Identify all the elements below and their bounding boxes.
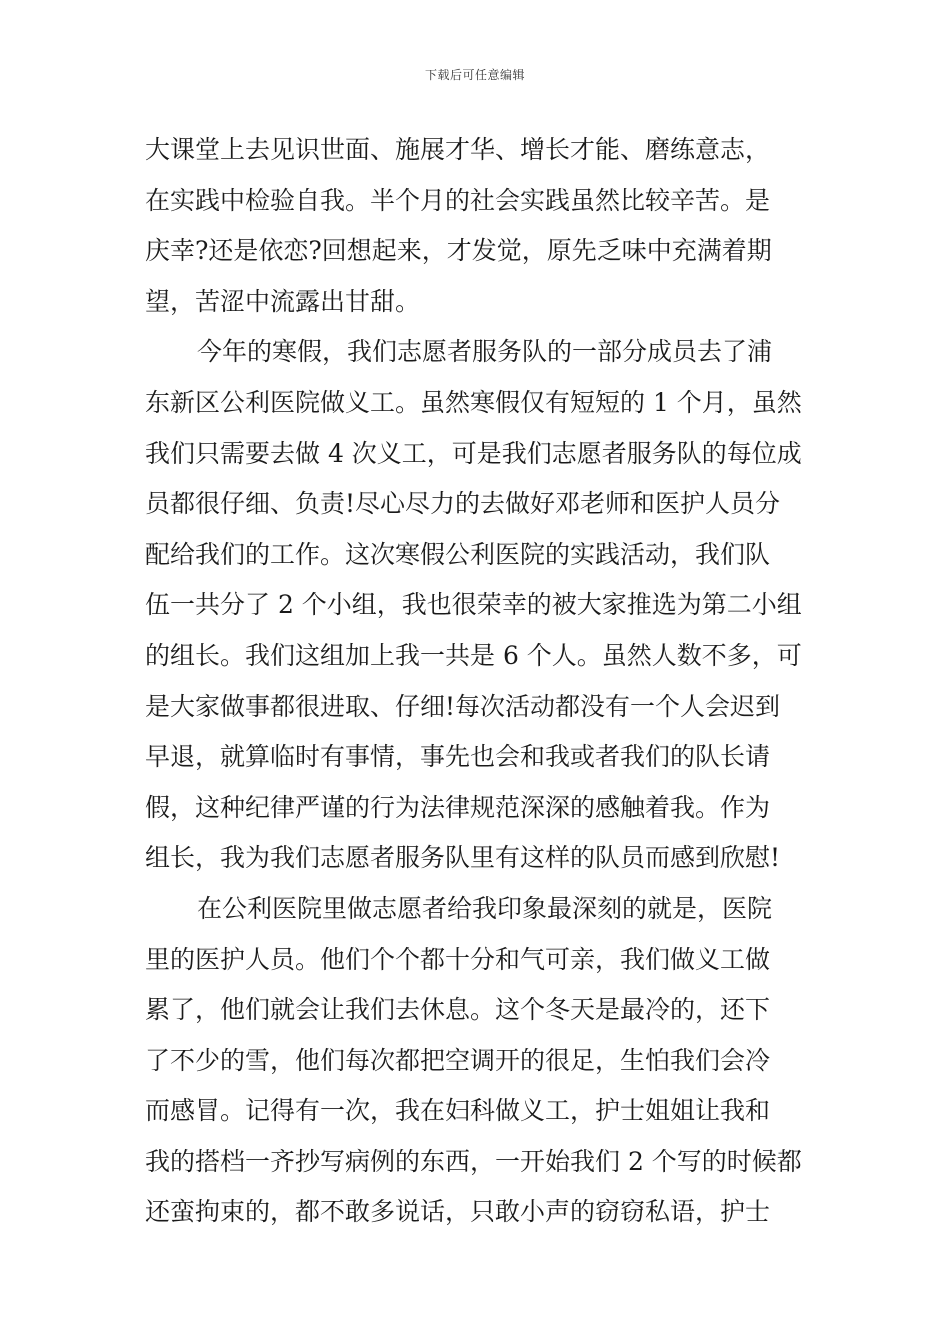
text-line: 庆幸?还是依恋?回想起来，才发觉，原先乏味中充满着期	[145, 236, 772, 266]
text-line: 望，苦涩中流露出甘甜。	[145, 286, 421, 316]
text-line: 组长，我为我们志愿者服务队里有这样的队员而感到欣慰!	[145, 843, 781, 873]
text-line: 配给我们的工作。这次寒假公利医院的实践活动，我们队	[145, 539, 771, 569]
text-line: 了不少的雪，他们每次都把空调开的很足，生怕我们会冷	[145, 1045, 771, 1075]
text-line: 还蛮拘束的，都不敢多说话，只敢小声的窃窃私语，护士	[145, 1197, 771, 1227]
text-line: 累了，他们就会让我们去休息。这个冬天是最冷的，还下	[145, 995, 771, 1025]
text-line: 而感冒。记得有一次，我在妇科做义工，护士姐姐让我和	[145, 1096, 771, 1126]
text-line: 的组长。我们这组加上我一共是 6 个人。虽然人数不多，可	[145, 640, 802, 670]
text-line: 早退，就算临时有事情，事先也会和我或者我们的队长请	[145, 742, 771, 772]
text-line: 大课堂上去见识世面、施展才华、增长才能、磨练意志，	[145, 135, 771, 164]
text-line: 是大家做事都很进取、仔细!每次活动都没有一个人会迟到	[145, 691, 781, 721]
text-line: 在实践中检验自我。半个月的社会实践虽然比较辛苦。是	[145, 185, 771, 215]
body-text	[145, 125, 810, 1238]
text-line: 里的医护人员。他们个个都十分和气可亲，我们做义工做	[145, 944, 771, 974]
paragraph-start-line: 今年的寒假，我们志愿者服务队的一部分成员去了浦	[197, 337, 773, 367]
text-line: 我的搭档一齐抄写病例的东西，一开始我们 2 个写的时候都	[145, 1146, 802, 1176]
text-line: 伍一共分了 2 个小组，我也很荣幸的被大家推选为第二小组	[145, 590, 802, 620]
paragraph-start-line: 在公利医院里做志愿者给我印象最深刻的就是，医院	[197, 893, 773, 923]
text-line: 假，这种纪律严谨的行为法律规范深深的感触着我。作为	[145, 792, 771, 822]
text-line: 员都很仔细、负责!尽心尽力的去做好邓老师和医护人员分	[145, 489, 781, 519]
text-line: 东新区公利医院做义工。虽然寒假仅有短短的 1 个月，虽然	[145, 387, 802, 417]
text-line: 我们只需要去做 4 次义工，可是我们志愿者服务队的每位成	[145, 438, 802, 468]
page-header: 下载后可任意编辑	[424, 68, 525, 82]
